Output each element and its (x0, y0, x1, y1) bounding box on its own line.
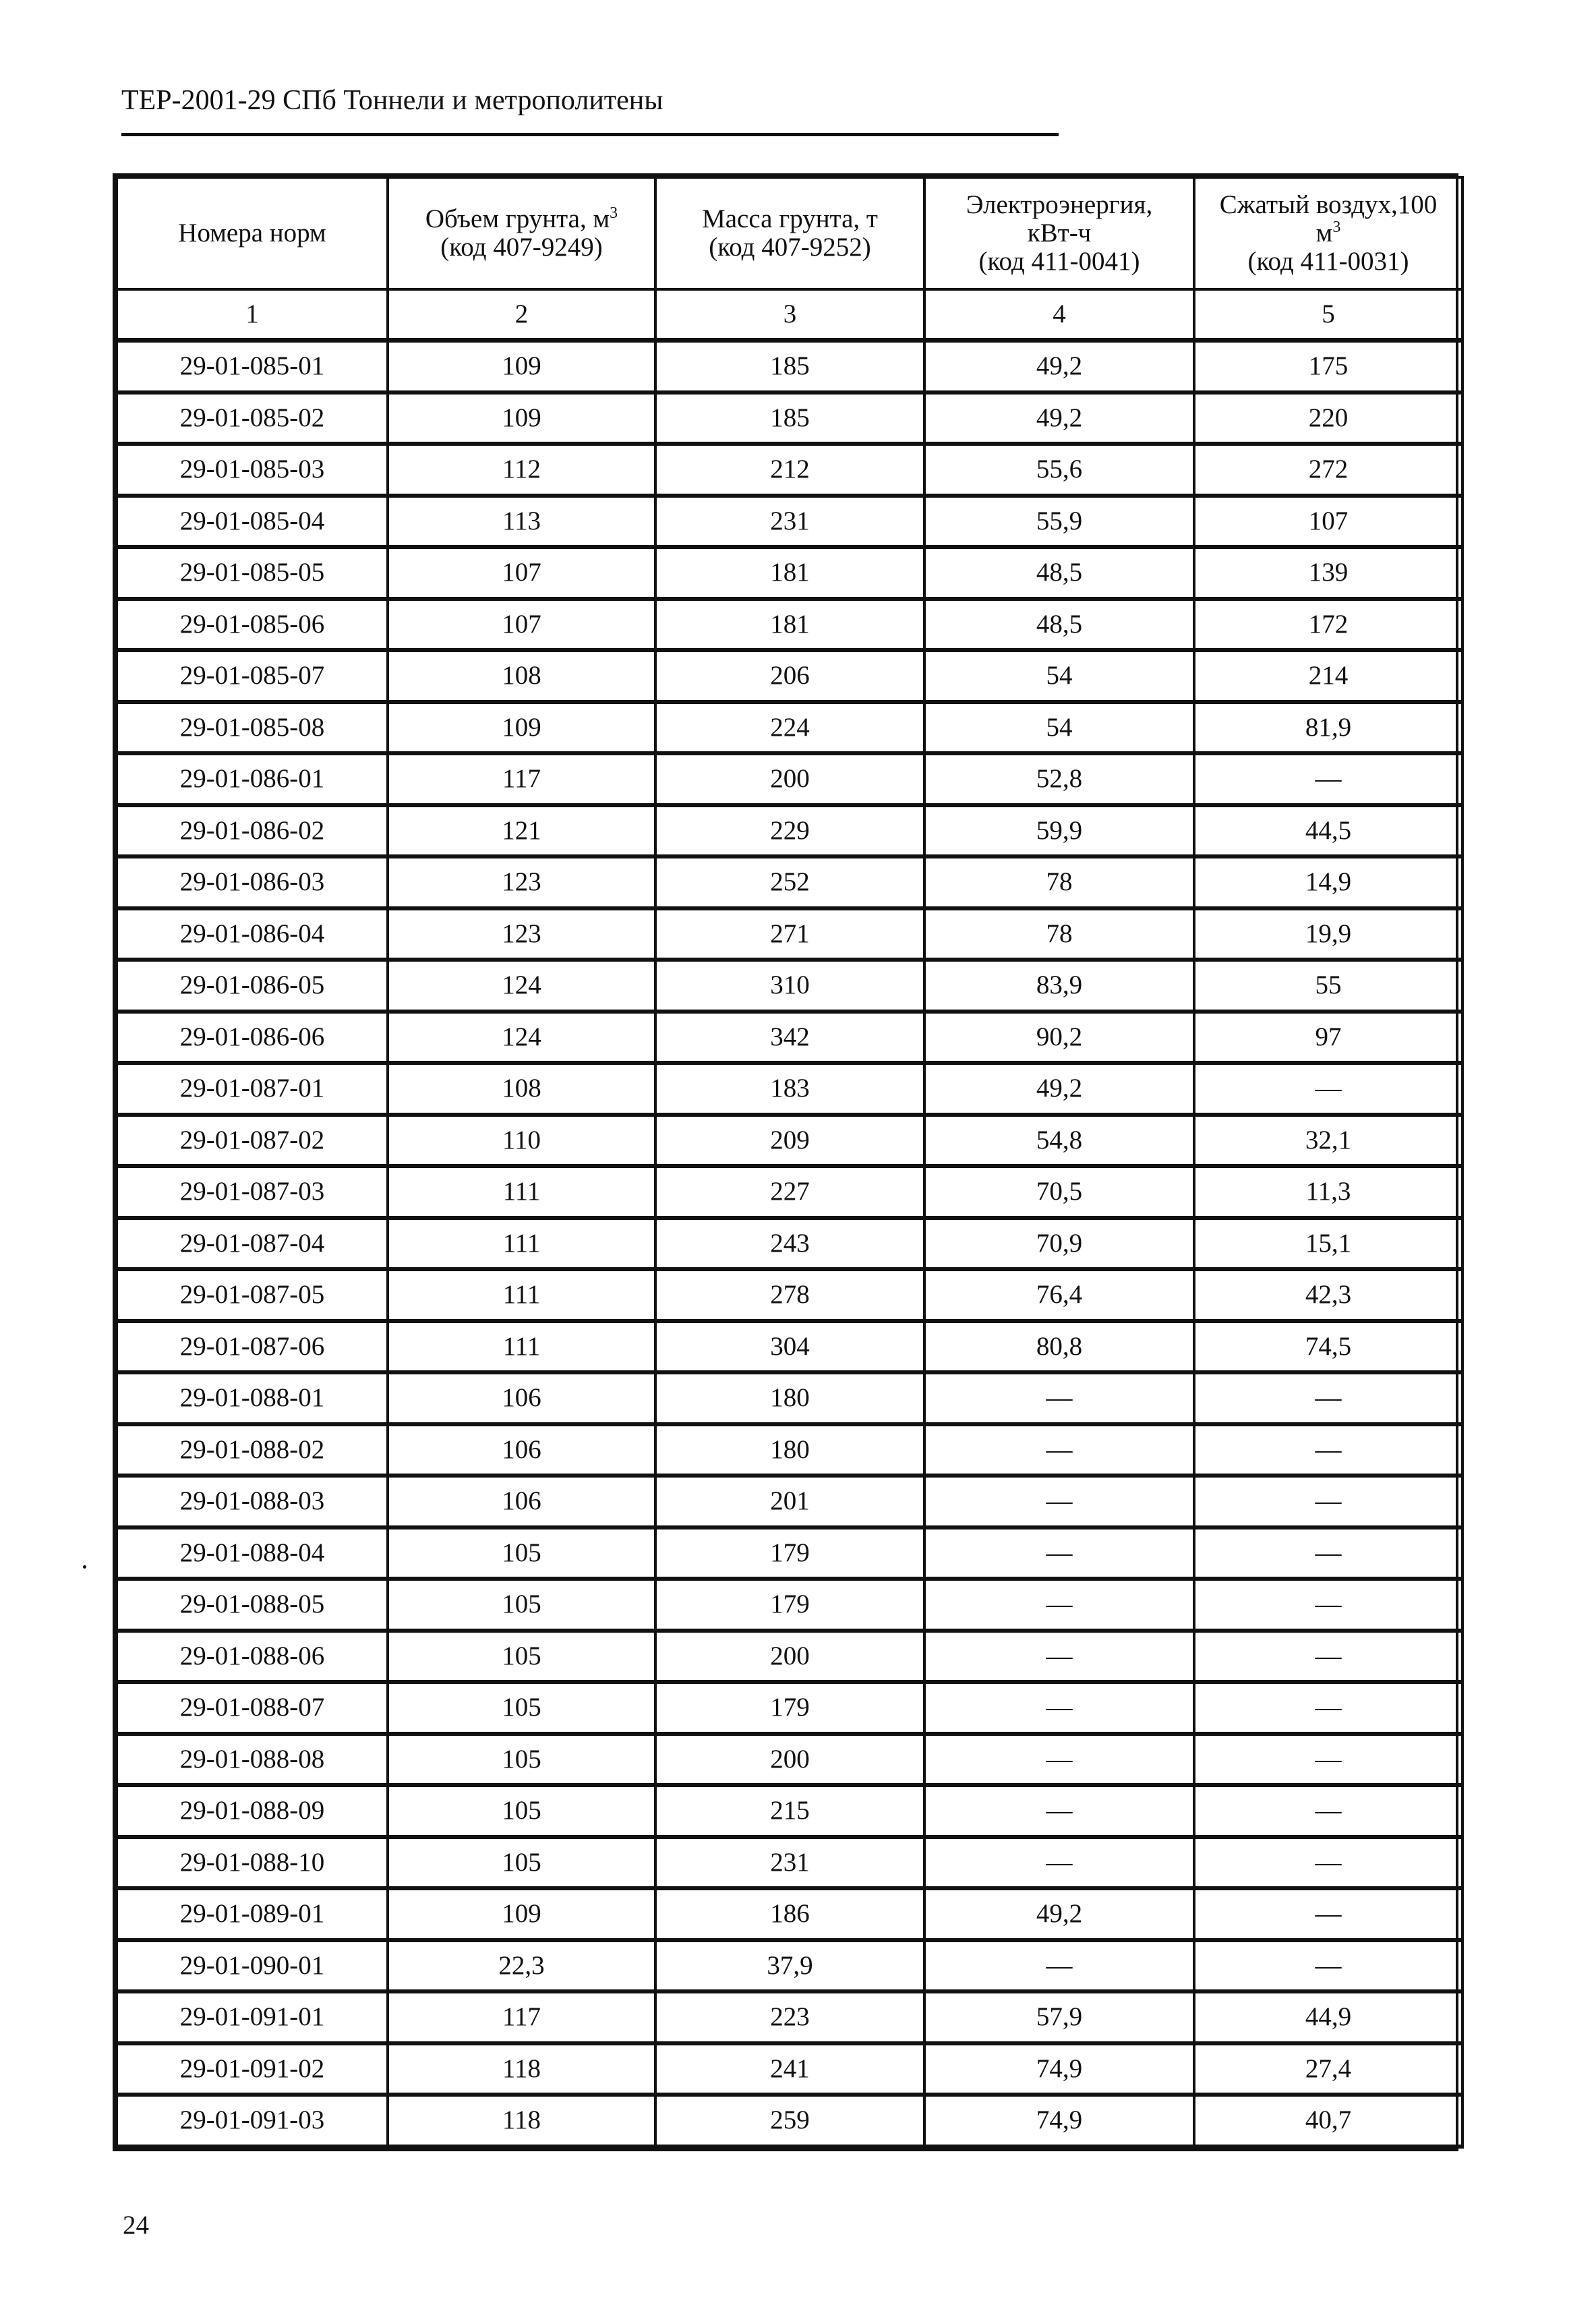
table-row (117, 341, 1462, 392)
table-cell: 44,9 (1194, 1991, 1462, 2043)
table-cell: 29-01-089-01 (117, 1888, 388, 1940)
table-cell: 29-01-086-02 (117, 805, 388, 857)
table-cell: 44,5 (1194, 805, 1462, 857)
table-row (117, 1991, 1462, 2043)
table-cell: 124 (388, 1012, 655, 1063)
table-row (117, 1785, 1462, 1837)
table-cell: 123 (388, 856, 655, 908)
table-row (117, 1527, 1462, 1579)
norms-table-container (113, 173, 1458, 2151)
table-cell: 105 (388, 1837, 655, 1889)
header-compressed-air-text (1220, 191, 1438, 276)
table-row (117, 1115, 1462, 1167)
table-cell: 29-01-086-04 (117, 908, 388, 960)
table-cell: 179 (655, 1527, 924, 1579)
table-cell: — (924, 1527, 1194, 1579)
table-cell: 29-01-088-03 (117, 1476, 388, 1527)
table-cell: 29-01-087-01 (117, 1063, 388, 1115)
table-cell: 106 (388, 1476, 655, 1527)
table-cell: 272 (1194, 444, 1462, 496)
table-row (117, 1476, 1462, 1527)
table-cell: 29-01-085-03 (117, 444, 388, 496)
column-number-row (117, 289, 1462, 341)
table-cell: 118 (388, 2095, 655, 2147)
table-cell: 74,9 (924, 2043, 1194, 2095)
table-cell: — (1194, 1424, 1462, 1476)
header-soil-volume-code: (код 407-9249) (440, 233, 603, 262)
table-cell: 229 (655, 805, 924, 857)
table-row (117, 1579, 1462, 1631)
table-cell: 29-01-085-02 (117, 392, 388, 444)
table-cell: — (1194, 1837, 1462, 1889)
table-cell: 57,9 (924, 1991, 1194, 2043)
header-electricity (924, 177, 1194, 289)
table-row (117, 1166, 1462, 1218)
column-number: 5 (1194, 289, 1462, 341)
table-cell: 70,5 (924, 1166, 1194, 1218)
table-cell: — (924, 1372, 1194, 1424)
table-cell: 29-01-087-02 (117, 1115, 388, 1167)
table-cell: 109 (388, 392, 655, 444)
table-cell: 14,9 (1194, 856, 1462, 908)
table-row (117, 392, 1462, 444)
table-cell: 185 (655, 392, 924, 444)
table-cell: 220 (1194, 392, 1462, 444)
table-cell: 107 (1194, 496, 1462, 548)
table-cell: 29-01-087-03 (117, 1166, 388, 1218)
table-cell: 109 (388, 341, 655, 392)
table-cell: 224 (655, 702, 924, 754)
table-cell: 29-01-086-05 (117, 960, 388, 1012)
table-row (117, 1321, 1462, 1373)
table-cell: 74,9 (924, 2095, 1194, 2147)
table-cell: 201 (655, 1476, 924, 1527)
table-cell: 49,2 (924, 341, 1194, 392)
table-cell: 206 (655, 650, 924, 702)
table-cell: 241 (655, 2043, 924, 2095)
table-cell: 105 (388, 1734, 655, 1786)
table-cell: 108 (388, 650, 655, 702)
table-cell: 179 (655, 1682, 924, 1734)
table-cell: — (924, 1682, 1194, 1734)
table-cell: 106 (388, 1372, 655, 1424)
table-cell: 55 (1194, 960, 1462, 1012)
table-cell: 55,9 (924, 496, 1194, 548)
table-cell: 117 (388, 753, 655, 805)
table-cell: — (1194, 1888, 1462, 1940)
norms-table (115, 176, 1464, 2149)
table-cell: 29-01-088-07 (117, 1682, 388, 1734)
header-norm-number-text: Номера норм (178, 218, 326, 247)
table-cell: 180 (655, 1372, 924, 1424)
table-cell: 19,9 (1194, 908, 1462, 960)
table-cell: 181 (655, 547, 924, 599)
table-cell: 271 (655, 908, 924, 960)
table-row (117, 1888, 1462, 1940)
table-cell: 107 (388, 547, 655, 599)
table-cell: 112 (388, 444, 655, 496)
table-cell: — (924, 1734, 1194, 1786)
table-cell: 78 (924, 856, 1194, 908)
table-cell: 29-01-085-08 (117, 702, 388, 754)
column-number: 2 (388, 289, 655, 341)
running-header: ТЕР-2001-29 СПб Тоннели и метрополитены (121, 85, 663, 116)
table-cell: 185 (655, 341, 924, 392)
table-cell: — (1194, 1063, 1462, 1115)
table-cell: 81,9 (1194, 702, 1462, 754)
header-soil-volume (388, 177, 655, 289)
table-cell: 97 (1194, 1012, 1462, 1063)
table-cell: — (1194, 1527, 1462, 1579)
table-cell: 223 (655, 1991, 924, 2043)
table-cell: — (1194, 1785, 1462, 1837)
table-cell: — (1194, 1476, 1462, 1527)
table-cell: 32,1 (1194, 1115, 1462, 1167)
table-cell: 105 (388, 1527, 655, 1579)
table-cell: 214 (1194, 650, 1462, 702)
scan-speck (83, 1565, 86, 1569)
table-row (117, 547, 1462, 599)
table-cell: 209 (655, 1115, 924, 1167)
header-compressed-air-unit: м (1316, 218, 1333, 247)
table-cell: 180 (655, 1424, 924, 1476)
table-row (117, 1269, 1462, 1321)
table-cell: 29-01-086-03 (117, 856, 388, 908)
table-cell: — (924, 1631, 1194, 1683)
table-row (117, 753, 1462, 805)
table-row (117, 599, 1462, 651)
header-soil-volume-label: Объем грунта, м (425, 204, 610, 233)
table-cell: 29-01-091-02 (117, 2043, 388, 2095)
table-cell: 29-01-090-01 (117, 1940, 388, 1992)
table-cell: 54 (924, 650, 1194, 702)
table-row (117, 1734, 1462, 1786)
table-cell: 111 (388, 1321, 655, 1373)
table-cell: — (1194, 1940, 1462, 1992)
table-cell: 231 (655, 1837, 924, 1889)
table-cell: 123 (388, 908, 655, 960)
table-cell: 172 (1194, 599, 1462, 651)
table-row (117, 650, 1462, 702)
table-cell: 200 (655, 1631, 924, 1683)
table-row (117, 444, 1462, 496)
table-cell: 70,9 (924, 1218, 1194, 1270)
table-cell: 200 (655, 1734, 924, 1786)
table-cell: 29-01-087-06 (117, 1321, 388, 1373)
header-rule (121, 133, 1059, 136)
table-cell: 109 (388, 1888, 655, 1940)
column-number: 1 (117, 289, 388, 341)
header-compressed-air-code: (код 411-0031) (1247, 247, 1409, 276)
table-cell: 29-01-085-05 (117, 547, 388, 599)
table-row (117, 1682, 1462, 1734)
table-cell: 29-01-087-05 (117, 1269, 388, 1321)
table-cell: — (1194, 1579, 1462, 1631)
table-cell: 29-01-087-04 (117, 1218, 388, 1270)
table-cell: 29-01-088-05 (117, 1579, 388, 1631)
table-cell: 29-01-088-09 (117, 1785, 388, 1837)
table-row (117, 1424, 1462, 1476)
table-cell: — (1194, 1372, 1462, 1424)
table-cell: 80,8 (924, 1321, 1194, 1373)
table-cell: 175 (1194, 341, 1462, 392)
table-row (117, 908, 1462, 960)
table-cell: 105 (388, 1631, 655, 1683)
table-cell: 215 (655, 1785, 924, 1837)
table-header-row (117, 177, 1462, 289)
table-cell: 121 (388, 805, 655, 857)
table-cell: 83,9 (924, 960, 1194, 1012)
table-cell: 40,7 (1194, 2095, 1462, 2147)
table-cell: 78 (924, 908, 1194, 960)
table-cell: 49,2 (924, 392, 1194, 444)
table-cell: 200 (655, 753, 924, 805)
table-cell: 29-01-091-01 (117, 1991, 388, 2043)
table-cell: — (1194, 1682, 1462, 1734)
table-row (117, 496, 1462, 548)
table-cell: 106 (388, 1424, 655, 1476)
table-cell: 15,1 (1194, 1218, 1462, 1270)
table-cell: — (1194, 1734, 1462, 1786)
table-cell: 310 (655, 960, 924, 1012)
table-cell: 304 (655, 1321, 924, 1373)
header-soil-volume-superscript: 3 (610, 204, 618, 222)
table-cell: 118 (388, 2043, 655, 2095)
table-cell: 111 (388, 1218, 655, 1270)
table-cell: 111 (388, 1166, 655, 1218)
table-cell: 42,3 (1194, 1269, 1462, 1321)
header-compressed-air (1194, 177, 1462, 289)
table-row (117, 1218, 1462, 1270)
header-soil-mass (655, 177, 924, 289)
table-row (117, 856, 1462, 908)
table-cell: 22,3 (388, 1940, 655, 1992)
header-soil-mass-text: Масса грунта, т (код 407-9252) (702, 204, 878, 262)
table-row (117, 1012, 1462, 1063)
table-cell: 231 (655, 496, 924, 548)
table-cell: 29-01-086-01 (117, 753, 388, 805)
table-cell: — (924, 1785, 1194, 1837)
table-cell: 48,5 (924, 599, 1194, 651)
table-cell: 74,5 (1194, 1321, 1462, 1373)
table-row (117, 1372, 1462, 1424)
table-cell: 227 (655, 1166, 924, 1218)
table-row (117, 805, 1462, 857)
table-cell: 278 (655, 1269, 924, 1321)
header-compressed-air-superscript: 3 (1332, 218, 1341, 236)
table-cell: 186 (655, 1888, 924, 1940)
table-cell: 29-01-085-01 (117, 341, 388, 392)
table-cell: 183 (655, 1063, 924, 1115)
table-cell: — (924, 1579, 1194, 1631)
table-cell: 105 (388, 1579, 655, 1631)
table-cell: 76,4 (924, 1269, 1194, 1321)
table-cell: 29-01-088-02 (117, 1424, 388, 1476)
table-cell: 90,2 (924, 1012, 1194, 1063)
table-cell: 108 (388, 1063, 655, 1115)
table-row (117, 2043, 1462, 2095)
table-cell: 29-01-085-07 (117, 650, 388, 702)
table-cell: 252 (655, 856, 924, 908)
table-cell: 110 (388, 1115, 655, 1167)
table-cell: 259 (655, 2095, 924, 2147)
table-cell: 117 (388, 1991, 655, 2043)
table-cell: 342 (655, 1012, 924, 1063)
table-cell: 29-01-088-06 (117, 1631, 388, 1683)
table-cell: — (1194, 753, 1462, 805)
table-cell: 29-01-091-03 (117, 2095, 388, 2147)
table-cell: 179 (655, 1579, 924, 1631)
table-cell: — (924, 1424, 1194, 1476)
table-cell: — (924, 1940, 1194, 1992)
table-row (117, 702, 1462, 754)
table-cell: 243 (655, 1218, 924, 1270)
table-cell: 105 (388, 1682, 655, 1734)
table-cell: 105 (388, 1785, 655, 1837)
table-cell: 49,2 (924, 1888, 1194, 1940)
table-cell: 29-01-088-04 (117, 1527, 388, 1579)
table-row (117, 1940, 1462, 1992)
table-cell: 107 (388, 599, 655, 651)
table-cell: 11,3 (1194, 1166, 1462, 1218)
table-cell: 139 (1194, 547, 1462, 599)
table-cell: 212 (655, 444, 924, 496)
table-cell: 54 (924, 702, 1194, 754)
table-cell: 29-01-088-01 (117, 1372, 388, 1424)
table-cell: 54,8 (924, 1115, 1194, 1167)
table-cell: — (924, 1837, 1194, 1889)
header-electricity-text: Электроэнергия, кВт-ч (код 411-0041) (966, 190, 1153, 276)
table-cell: 111 (388, 1269, 655, 1321)
header-norm-number (117, 177, 388, 289)
table-cell: 29-01-086-06 (117, 1012, 388, 1063)
table-row (117, 2095, 1462, 2147)
table-cell: 124 (388, 960, 655, 1012)
column-number: 3 (655, 289, 924, 341)
table-cell: — (1194, 1631, 1462, 1683)
table-cell: 37,9 (655, 1940, 924, 1992)
table-row (117, 960, 1462, 1012)
table-cell: 29-01-088-10 (117, 1837, 388, 1889)
table-cell: 29-01-088-08 (117, 1734, 388, 1786)
page-number: 24 (123, 2211, 149, 2240)
table-row (117, 1837, 1462, 1889)
table-cell: 29-01-085-06 (117, 599, 388, 651)
table-cell: 49,2 (924, 1063, 1194, 1115)
header-compressed-air-label: Сжатый воздух,100 (1219, 190, 1438, 219)
table-cell: 52,8 (924, 753, 1194, 805)
table-cell: 55,6 (924, 444, 1194, 496)
header-soil-volume-text (425, 205, 618, 262)
table-cell: 181 (655, 599, 924, 651)
table-cell: 29-01-085-04 (117, 496, 388, 548)
table-row (117, 1631, 1462, 1683)
table-cell: 113 (388, 496, 655, 548)
table-row (117, 1063, 1462, 1115)
table-cell: 27,4 (1194, 2043, 1462, 2095)
table-cell: 48,5 (924, 547, 1194, 599)
table-cell: 59,9 (924, 805, 1194, 857)
table-cell: — (924, 1476, 1194, 1527)
table-cell: 109 (388, 702, 655, 754)
column-number: 4 (924, 289, 1194, 341)
